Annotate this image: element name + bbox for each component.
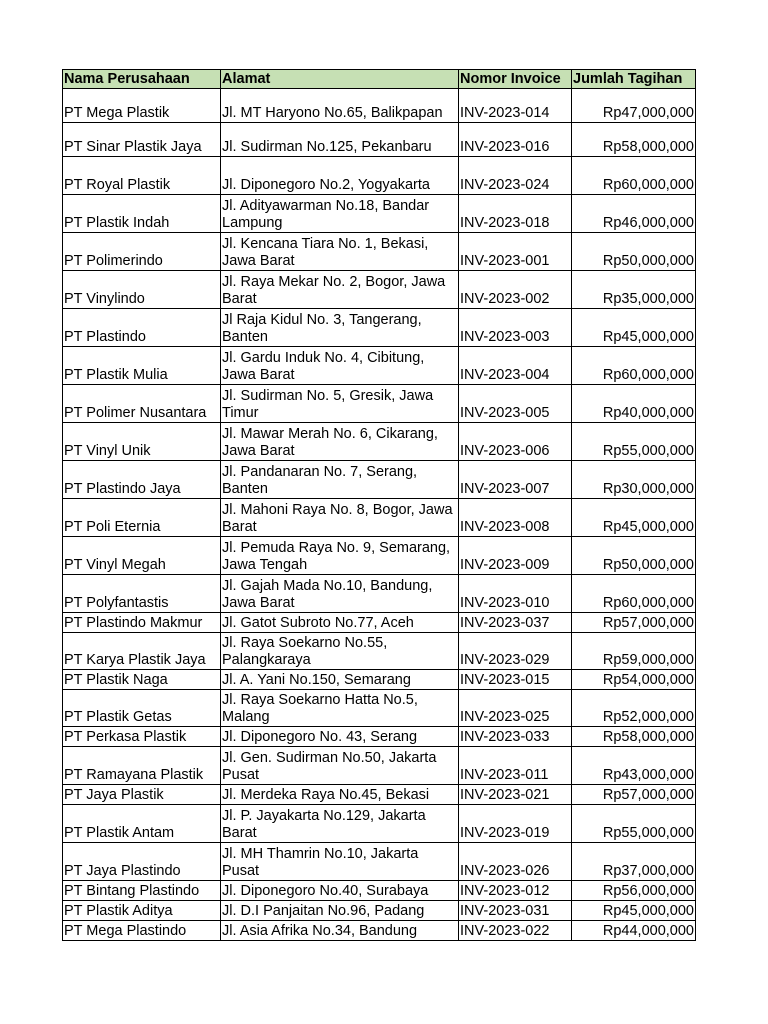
table-row xyxy=(63,727,696,747)
amount-cell: Rp56,000,000 xyxy=(572,881,696,901)
invoice-number-cell: INV-2023-014 xyxy=(459,89,572,123)
table-row xyxy=(63,747,696,785)
table-row xyxy=(63,423,696,461)
invoice-number-cell: INV-2023-002 xyxy=(459,271,572,309)
invoice-number-cell: INV-2023-004 xyxy=(459,347,572,385)
amount-cell: Rp40,000,000 xyxy=(572,385,696,423)
company-cell: PT Plastik Naga xyxy=(63,670,221,690)
table-row xyxy=(63,843,696,881)
address-cell: Jl. Gen. Sudirman No.50, Jakarta Pusat xyxy=(221,747,459,785)
table-row xyxy=(63,385,696,423)
header-row xyxy=(63,70,696,89)
table-row xyxy=(63,901,696,921)
address-cell: Jl. P. Jayakarta No.129, Jakarta Barat xyxy=(221,805,459,843)
address-cell: Jl. Adityawarman No.18, Bandar Lampung xyxy=(221,195,459,233)
table-row xyxy=(63,575,696,613)
invoice-number-cell: INV-2023-011 xyxy=(459,747,572,785)
company-cell: PT Plastik Antam xyxy=(63,805,221,843)
invoice-number-cell: INV-2023-006 xyxy=(459,423,572,461)
address-cell: Jl. A. Yani No.150, Semarang xyxy=(221,670,459,690)
company-cell: PT Plastindo Makmur xyxy=(63,613,221,633)
amount-cell: Rp50,000,000 xyxy=(572,233,696,271)
amount-cell: Rp47,000,000 xyxy=(572,89,696,123)
amount-cell: Rp46,000,000 xyxy=(572,195,696,233)
company-cell: PT Ramayana Plastik xyxy=(63,747,221,785)
invoice-number-cell: INV-2023-021 xyxy=(459,785,572,805)
company-cell: PT Royal Plastik xyxy=(63,157,221,195)
invoice-number-cell: INV-2023-031 xyxy=(459,901,572,921)
address-cell: Jl. Pemuda Raya No. 9, Semarang, Jawa Tengah xyxy=(221,537,459,575)
amount-cell: Rp57,000,000 xyxy=(572,613,696,633)
column-header-address: Alamat xyxy=(221,70,459,89)
address-cell: Jl. Diponegoro No. 43, Serang xyxy=(221,727,459,747)
amount-cell: Rp35,000,000 xyxy=(572,271,696,309)
address-cell: Jl. Kencana Tiara No. 1, Bekasi, Jawa Barat xyxy=(221,233,459,271)
company-cell: PT Sinar Plastik Jaya xyxy=(63,123,221,157)
company-cell: PT Bintang Plastindo xyxy=(63,881,221,901)
address-cell: Jl. MT Haryono No.65, Balikpapan xyxy=(221,89,459,123)
address-cell: Jl. Mahoni Raya No. 8, Bogor, Jawa Barat xyxy=(221,499,459,537)
column-header-invoice: Nomor Invoice xyxy=(459,70,572,89)
address-cell: Jl. Sudirman No.125, Pekanbaru xyxy=(221,123,459,157)
amount-cell: Rp52,000,000 xyxy=(572,690,696,727)
company-cell: PT Polimer Nusantara xyxy=(63,385,221,423)
column-header-amount: Jumlah Tagihan xyxy=(572,70,696,89)
amount-cell: Rp30,000,000 xyxy=(572,461,696,499)
table-row xyxy=(63,195,696,233)
address-cell: Jl. Diponegoro No.2, Yogyakarta xyxy=(221,157,459,195)
table-row xyxy=(63,613,696,633)
invoice-number-cell: INV-2023-026 xyxy=(459,843,572,881)
table-row xyxy=(63,805,696,843)
invoice-number-cell: INV-2023-012 xyxy=(459,881,572,901)
amount-cell: Rp45,000,000 xyxy=(572,309,696,347)
invoice-number-cell: INV-2023-007 xyxy=(459,461,572,499)
amount-cell: Rp60,000,000 xyxy=(572,157,696,195)
address-cell: Jl. Gardu Induk No. 4, Cibitung, Jawa Barat xyxy=(221,347,459,385)
address-cell: Jl Raja Kidul No. 3, Tangerang, Banten xyxy=(221,309,459,347)
amount-cell: Rp37,000,000 xyxy=(572,843,696,881)
invoice-number-cell: INV-2023-025 xyxy=(459,690,572,727)
amount-cell: Rp60,000,000 xyxy=(572,347,696,385)
invoice-number-cell: INV-2023-037 xyxy=(459,613,572,633)
amount-cell: Rp43,000,000 xyxy=(572,747,696,785)
address-cell: Jl. Raya Mekar No. 2, Bogor, Jawa Barat xyxy=(221,271,459,309)
company-cell: PT Plastindo Jaya xyxy=(63,461,221,499)
invoice-number-cell: INV-2023-015 xyxy=(459,670,572,690)
company-cell: PT Jaya Plastindo xyxy=(63,843,221,881)
table-row xyxy=(63,309,696,347)
table-row xyxy=(63,921,696,941)
company-cell: PT Mega Plastindo xyxy=(63,921,221,941)
invoice-number-cell: INV-2023-029 xyxy=(459,633,572,670)
address-cell: Jl. Pandanaran No. 7, Serang, Banten xyxy=(221,461,459,499)
table-row xyxy=(63,157,696,195)
address-cell: Jl. Gatot Subroto No.77, Aceh xyxy=(221,613,459,633)
table-row xyxy=(63,499,696,537)
table-row xyxy=(63,347,696,385)
company-cell: PT Plastik Aditya xyxy=(63,901,221,921)
table-row xyxy=(63,461,696,499)
company-cell: PT Poli Eternia xyxy=(63,499,221,537)
company-cell: PT Jaya Plastik xyxy=(63,785,221,805)
amount-cell: Rp55,000,000 xyxy=(572,805,696,843)
invoice-number-cell: INV-2023-024 xyxy=(459,157,572,195)
invoice-number-cell: INV-2023-010 xyxy=(459,575,572,613)
invoice-number-cell: INV-2023-009 xyxy=(459,537,572,575)
table-row xyxy=(63,633,696,670)
address-cell: Jl. Raya Soekarno No.55, Palangkaraya xyxy=(221,633,459,670)
table-row xyxy=(63,123,696,157)
table-row xyxy=(63,881,696,901)
invoice-number-cell: INV-2023-001 xyxy=(459,233,572,271)
table-row xyxy=(63,271,696,309)
table-row xyxy=(63,89,696,123)
table-row xyxy=(63,785,696,805)
table-row xyxy=(63,690,696,727)
invoice-table xyxy=(62,69,696,941)
amount-cell: Rp45,000,000 xyxy=(572,499,696,537)
table-body xyxy=(63,89,696,941)
amount-cell: Rp60,000,000 xyxy=(572,575,696,613)
column-header-company: Nama Perusahaan xyxy=(63,70,221,89)
address-cell: Jl. Raya Soekarno Hatta No.5, Malang xyxy=(221,690,459,727)
address-cell: Jl. Gajah Mada No.10, Bandung, Jawa Barat xyxy=(221,575,459,613)
company-cell: PT Vinylindo xyxy=(63,271,221,309)
table-row xyxy=(63,670,696,690)
amount-cell: Rp54,000,000 xyxy=(572,670,696,690)
company-cell: PT Plastindo xyxy=(63,309,221,347)
company-cell: PT Karya Plastik Jaya xyxy=(63,633,221,670)
amount-cell: Rp59,000,000 xyxy=(572,633,696,670)
company-cell: PT Plastik Getas xyxy=(63,690,221,727)
company-cell: PT Polyfantastis xyxy=(63,575,221,613)
invoice-number-cell: INV-2023-005 xyxy=(459,385,572,423)
invoice-number-cell: INV-2023-018 xyxy=(459,195,572,233)
company-cell: PT Vinyl Unik xyxy=(63,423,221,461)
amount-cell: Rp58,000,000 xyxy=(572,727,696,747)
invoice-number-cell: INV-2023-019 xyxy=(459,805,572,843)
address-cell: Jl. Asia Afrika No.34, Bandung xyxy=(221,921,459,941)
address-cell: Jl. D.I Panjaitan No.96, Padang xyxy=(221,901,459,921)
address-cell: Jl. MH Thamrin No.10, Jakarta Pusat xyxy=(221,843,459,881)
company-cell: PT Mega Plastik xyxy=(63,89,221,123)
amount-cell: Rp44,000,000 xyxy=(572,921,696,941)
amount-cell: Rp57,000,000 xyxy=(572,785,696,805)
amount-cell: Rp45,000,000 xyxy=(572,901,696,921)
table-row xyxy=(63,537,696,575)
amount-cell: Rp55,000,000 xyxy=(572,423,696,461)
address-cell: Jl. Sudirman No. 5, Gresik, Jawa Timur xyxy=(221,385,459,423)
invoice-number-cell: INV-2023-003 xyxy=(459,309,572,347)
amount-cell: Rp50,000,000 xyxy=(572,537,696,575)
company-cell: PT Perkasa Plastik xyxy=(63,727,221,747)
company-cell: PT Plastik Indah xyxy=(63,195,221,233)
invoice-number-cell: INV-2023-022 xyxy=(459,921,572,941)
table-row xyxy=(63,233,696,271)
address-cell: Jl. Mawar Merah No. 6, Cikarang, Jawa Barat xyxy=(221,423,459,461)
invoice-number-cell: INV-2023-008 xyxy=(459,499,572,537)
company-cell: PT Vinyl Megah xyxy=(63,537,221,575)
invoice-number-cell: INV-2023-033 xyxy=(459,727,572,747)
invoice-number-cell: INV-2023-016 xyxy=(459,123,572,157)
company-cell: PT Plastik Mulia xyxy=(63,347,221,385)
amount-cell: Rp58,000,000 xyxy=(572,123,696,157)
company-cell: PT Polimerindo xyxy=(63,233,221,271)
address-cell: Jl. Merdeka Raya No.45, Bekasi xyxy=(221,785,459,805)
address-cell: Jl. Diponegoro No.40, Surabaya xyxy=(221,881,459,901)
